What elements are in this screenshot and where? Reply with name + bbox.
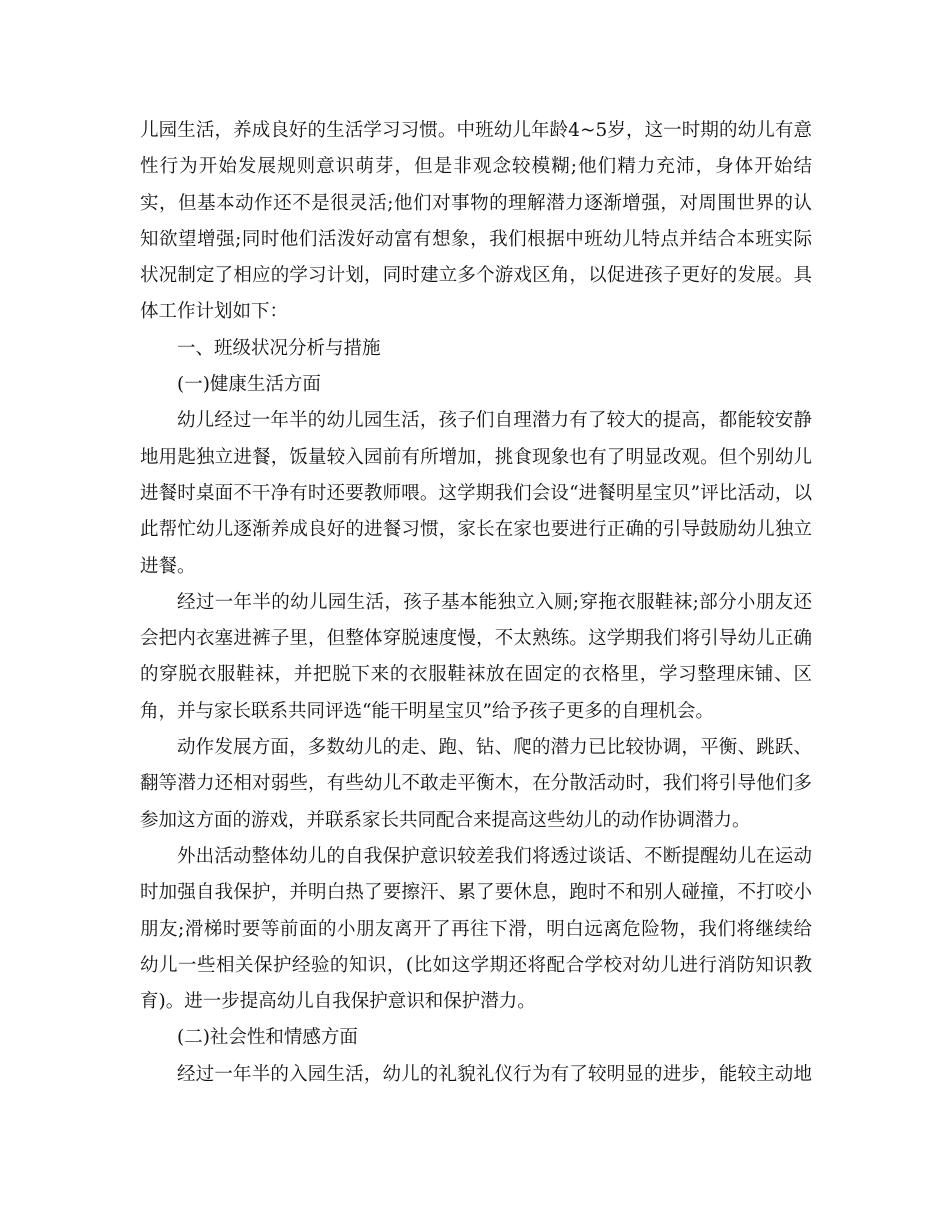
heading-line: (二)社会性和情感方面 xyxy=(177,1027,358,1049)
subsection-heading-health xyxy=(140,367,812,403)
paragraph-meals xyxy=(140,403,812,584)
text-line: 外出活动整体幼儿的自我保护意识较差我们将透过谈话、不断提醒幼儿在运动 xyxy=(177,845,812,867)
paragraph-self-care xyxy=(140,585,812,730)
text-line: 幼儿一些相关保护经验的知识，(比如这学期还将配合学校对幼儿进行消防知识教 xyxy=(140,954,812,976)
text-line: 经过一年半的幼儿园生活，孩子基本能独立入厕;穿拖衣服鞋袜;部分小朋友还 xyxy=(177,591,812,613)
text-line: 地用匙独立进餐，饭量较入园前有所增加，挑食现象也有了明显改观。但个别幼儿 xyxy=(140,446,812,468)
text-line: 实，但基本动作还不是很灵活;他们对事物的理解潜力逐渐增强，对周围世界的认 xyxy=(140,192,812,214)
text-line: 体工作计划如下： xyxy=(140,301,289,323)
text-line: 儿园生活，养成良好的生活学习习惯。中班幼儿年龄4~5岁，这一时期的幼儿有意 xyxy=(140,120,812,141)
text-line: 动作发展方面，多数幼儿的走、跑、钻、爬的潜力已比较协调，平衡、跳跃、 xyxy=(177,737,812,759)
text-line: 翻等潜力还相对弱些，有些幼儿不敢走平衡木，在分散活动时，我们将引导他们多 xyxy=(140,773,812,795)
text-line: 幼儿经过一年半的幼儿园生活，孩子们自理潜力有了较大的提高，都能较安静 xyxy=(177,410,812,432)
text-line: 进餐时桌面不干净有时还要教师喂。这学期我们会设“进餐明星宝贝”评比活动，以 xyxy=(140,482,812,504)
paragraph-motor-skills xyxy=(140,730,812,839)
subsection-heading-social xyxy=(140,1020,812,1056)
text-line: 角，并与家长联系共同评选“能干明星宝贝”给予孩子更多的自理机会。 xyxy=(140,700,714,722)
text-line: 参加这方面的游戏，并联系家长共同配合来提高这些幼儿的动作协调潜力。 xyxy=(140,809,751,831)
paragraph-safety xyxy=(140,839,812,1020)
paragraph-intro xyxy=(140,113,812,331)
text-line: 知欲望增强;同时他们活泼好动富有想象，我们根据中班幼儿特点并结合本班实际 xyxy=(140,228,812,250)
text-line: 的穿脱衣服鞋袜，并把脱下来的衣服鞋袜放在固定的衣格里，学习整理床铺、区 xyxy=(140,664,812,686)
text-line: 会把内衣塞进裤子里，但整体穿脱速度慢，不太熟练。这学期我们将引导幼儿正确 xyxy=(140,628,812,650)
text-line: 状况制定了相应的学习计划，同时建立多个游戏区角，以促进孩子更好的发展。具 xyxy=(140,265,812,287)
text-line: 进餐。 xyxy=(140,555,196,577)
heading-line: 一、班级状况分析与措施 xyxy=(177,337,381,359)
text-line: 此帮忙幼儿逐渐养成良好的进餐习惯，家长在家也要进行正确的引导鼓励幼儿独立 xyxy=(140,519,812,541)
text-line: 性行为开始发展规则意识萌芽，但是非观念较模糊;他们精力充沛，身体开始结 xyxy=(140,156,812,178)
text-line: 经过一年半的入园生活，幼儿的礼貌礼仪行为有了较明显的进步，能较主动地 xyxy=(177,1063,812,1085)
text-line: 朋友;滑梯时要等前面的小朋友离开了再往下滑，明白远离危险物，我们将继续给 xyxy=(140,918,812,940)
section-heading xyxy=(140,331,812,367)
text-line: 育)。进一步提高幼儿自我保护意识和保护潜力。 xyxy=(140,991,536,1013)
text-line: 时加强自我保护，并明白热了要擦汗、累了要休息，跑时不和别人碰撞，不打咬小 xyxy=(140,882,812,904)
paragraph-etiquette xyxy=(140,1057,812,1093)
heading-line: (一)健康生活方面 xyxy=(177,374,321,396)
document-body xyxy=(140,113,812,1093)
